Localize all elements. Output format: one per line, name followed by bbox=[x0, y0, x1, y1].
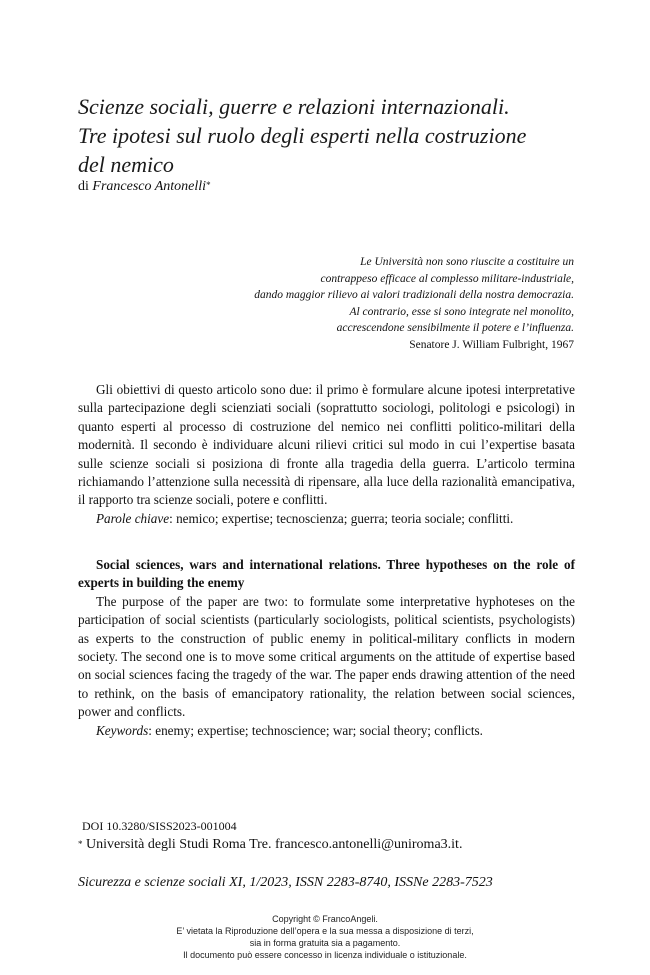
affiliation-text: Università degli Studi Roma Tre. francesco.antonelli@uniroma3.it. bbox=[82, 837, 463, 852]
copyright-line: sia in forma gratuita sia a pagamento. bbox=[249, 938, 401, 948]
keywords-line bbox=[78, 722, 575, 740]
abstract-english-title: Social sciences, wars and international relations. Three hypotheses on the role of experts in building the enemy bbox=[78, 557, 575, 591]
copyright-line: Copyright © FrancoAngeli. bbox=[272, 914, 378, 924]
footnote-marker: * bbox=[78, 839, 83, 849]
copyright-notice bbox=[0, 913, 650, 961]
abstract-text: The purpose of the paper are two: to formulate some interpretative hyphoteses on the participation of social scientists (particularly sociologists, political scientists, psychologists) as experts to the construction of public enemy in political-military conflicts in modern society. The second one is to move some critical arguments on the attitude of expertise based on social sciences facing the tragedy of the war. The paper ends drawing attention of the need to rethink, on the basis of emancipatory rationality, the relation between social sciences, power and conflicts. bbox=[78, 593, 575, 720]
title-line: Scienze sociali, guerre e relazioni internazionali. bbox=[78, 94, 510, 119]
epigraph-source: Senatore J. William Fulbright, 1967 bbox=[409, 338, 574, 351]
author-name: Francesco Antonelli bbox=[92, 179, 207, 194]
epigraph-line: Al contrario, esse si sono integrate nel monolito, bbox=[349, 305, 574, 318]
journal-citation: Sicurezza e scienze sociali XI, 1/2023, ISSN 2283-8740, ISSNe 2283-7523 bbox=[78, 875, 493, 890]
abstract-english bbox=[78, 556, 575, 740]
author-affiliation bbox=[78, 836, 462, 854]
keywords-label: Parole chiave bbox=[96, 510, 170, 526]
author-line bbox=[78, 178, 211, 196]
doi: DOI 10.3280/SISS2023-001004 bbox=[82, 819, 237, 833]
keywords-line bbox=[78, 510, 575, 528]
epigraph bbox=[114, 254, 574, 353]
title-line: Tre ipotesi sul ruolo degli esperti nella costruzione bbox=[78, 123, 527, 148]
abstract-text: Gli obiettivi di questo articolo sono due: il primo è formulare alcune ipotesi interpretative sulla partecipazione degli scienziati sociali (soprattutto sociologi, politologi e psicologi) in quanto esperti al processo di costruzione del nemico nei conflitti politico-militari della modernità. Il secondo è individuare alcuni rilievi critici sul modo in cui l’expertise basata sulle scienze sociali si posiziona di fronte alla tragedia della guerra. L’articolo termina richiamando l’attenzione sulla necessità di ripensare, alla luce della razionalità emancipativa, il rapporto tra scienze sociali, potere e conflitti. bbox=[78, 382, 575, 508]
keywords-label: Keywords bbox=[96, 722, 149, 738]
article-title bbox=[78, 92, 598, 179]
author-prefix: di bbox=[78, 179, 89, 194]
epigraph-line: dando maggior rilievo ai valori tradizionali della nostra democrazia. bbox=[254, 289, 574, 301]
keywords-list: : enemy; expertise; technoscience; war; social theory; conflicts. bbox=[148, 722, 483, 738]
abstract-italian bbox=[78, 381, 575, 528]
copyright-line: E’ vietata la Riproduzione dell’opera e la sua messa a disposizione di terzi, bbox=[176, 926, 474, 936]
epigraph-line: contrappeso efficace al complesso militare-industriale, bbox=[320, 272, 574, 285]
epigraph-line: accrescendone sensibilmente il potere e l’influenza. bbox=[336, 322, 574, 334]
footnote-marker: * bbox=[206, 180, 211, 190]
epigraph-line: Le Università non sono riuscite a costituire un bbox=[360, 256, 574, 268]
title-line: del nemico bbox=[78, 152, 174, 177]
copyright-line: Il documento può essere concesso in licenza individuale o istituzionale. bbox=[183, 950, 467, 960]
keywords-list: : nemico; expertise; tecnoscienza; guerra; teoria sociale; conflitti. bbox=[169, 510, 514, 526]
